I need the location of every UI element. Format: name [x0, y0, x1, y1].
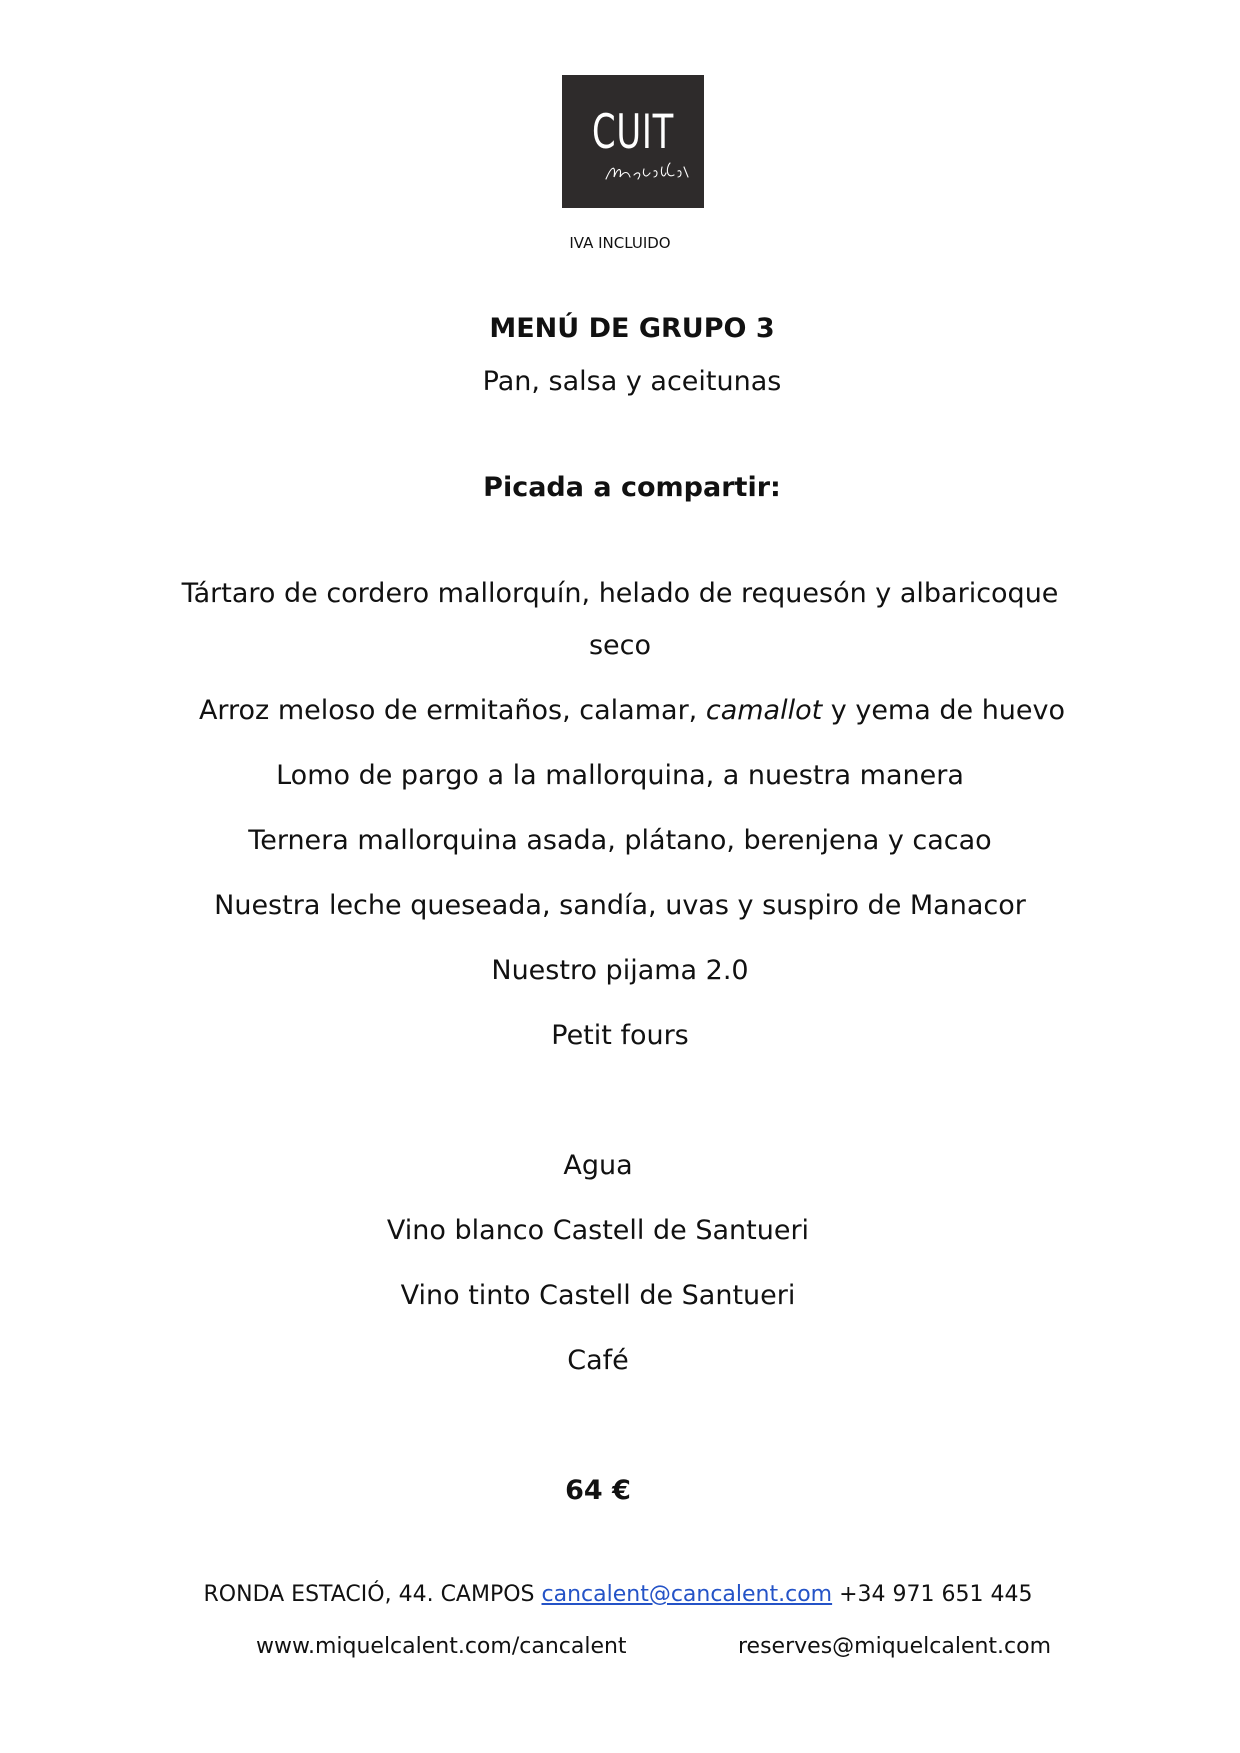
dish-item: Petit fours — [551, 1020, 689, 1051]
footer-reservations-email: reserves@miquelcalent.com — [738, 1634, 1052, 1659]
footer-address-line — [0, 1582, 1238, 1607]
dish-item-rice — [12, 695, 1240, 726]
dish-item: Ternera mallorquina asada, plátano, berenjena y cacao — [248, 825, 992, 856]
drink-item: Agua — [563, 1150, 633, 1181]
drink-item: Vino blanco Castell de Santueri — [386, 1215, 810, 1246]
dish-text-italic: camallot — [705, 695, 823, 726]
dish-item: Nuestro pijama 2.0 — [491, 955, 749, 986]
menu-price: 64 € — [565, 1475, 631, 1506]
drink-item: Café — [567, 1345, 629, 1376]
dish-text: y yema de huevo — [822, 695, 1066, 726]
dish-item: Nuestra leche queseada, sandía, uvas y suspiro de Manacor — [214, 890, 1026, 921]
menu-intro: Pan, salsa y aceitunas — [482, 366, 782, 397]
footer-address: RONDA ESTACIÓ, 44. CAMPOS — [203, 1582, 542, 1607]
dish-item: seco — [588, 630, 652, 661]
drink-item: Vino tinto Castell de Santueri — [400, 1280, 796, 1311]
email-link[interactable]: cancalent@cancalent.com — [541, 1582, 833, 1607]
tax-note: IVA INCLUIDO — [569, 234, 671, 252]
dish-text: Arroz meloso de ermitaños, calamar, — [198, 695, 706, 726]
section-title: Picada a compartir: — [483, 472, 781, 503]
footer-website: www.miquelcalent.com/cancalent — [256, 1634, 627, 1659]
logo-signature — [602, 157, 692, 183]
logo — [562, 75, 704, 208]
dish-item: Lomo de pargo a la mallorquina, a nuestra manera — [276, 760, 964, 791]
dish-item: Tártaro de cordero mallorquín, helado de requesón y albaricoque — [181, 578, 1059, 609]
footer-phone: +34 971 651 445 — [832, 1582, 1033, 1607]
logo-wordmark: CUIT — [592, 105, 674, 160]
menu-title: MENÚ DE GRUPO 3 — [489, 313, 775, 344]
